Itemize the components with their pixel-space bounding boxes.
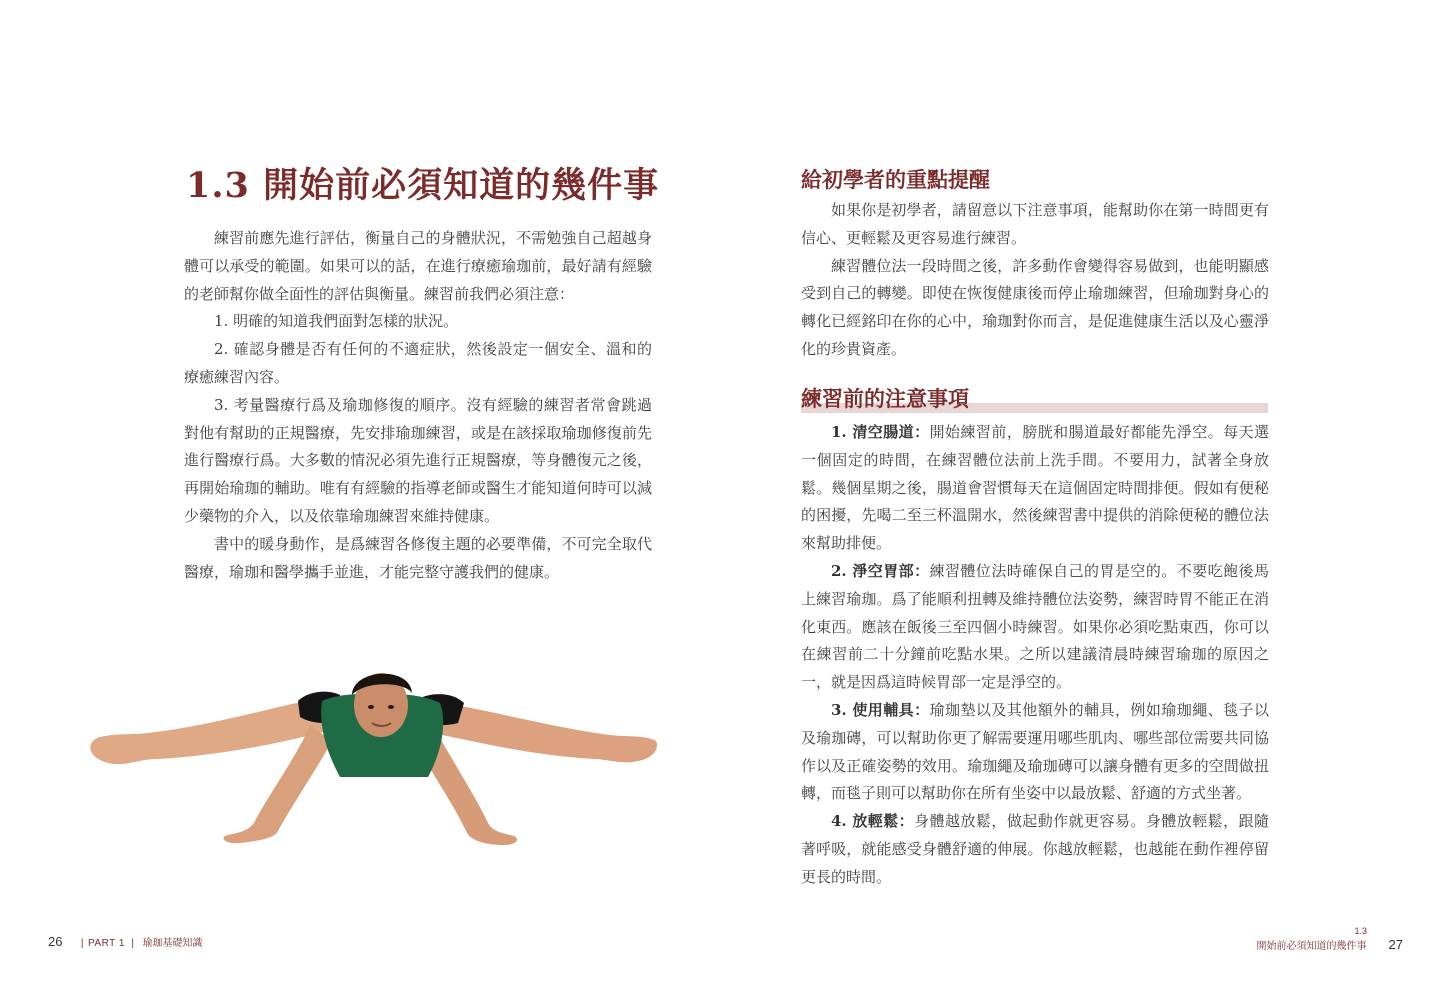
part-chapter-label: 瑜珈基礎知識 bbox=[142, 938, 203, 949]
left-body-text bbox=[184, 225, 652, 586]
item-label: 1. 清空腸道： bbox=[831, 423, 930, 441]
left-page bbox=[0, 0, 725, 1000]
item-text: 開始練習前，膀胱和腸道最好都能先淨空。每天選一個固定的時間，在練習體位法前上洗手間。不要用力，試著全身放鬆。幾個星期之後，腸道會習慣每天在這個固定時間排便。假如有便秘的困擾，先喝二至三杯溫開水，然後練習書中提供的消除便秘的體位法來幫助排便。 bbox=[801, 423, 1269, 553]
list-item: 2. 確認身體是否有任何的不適症狀，然後設定一個安全、溫和的療癒練習內容。 bbox=[184, 340, 652, 386]
list-item bbox=[801, 419, 1269, 558]
item-text: 瑜珈墊以及其他額外的輔具，例如瑜珈繩、毯子以及瑜珈磚，可以幫助你更了解需要運用哪些肌肉、哪些部位需要共同協作以及正確姿勢的效用。瑜珈繩及瑜珈磚可以讓身體有更多的空間做扭轉，而毯子則可以幫助你在所有坐姿中以最放鬆、舒適的方式坐著。 bbox=[801, 700, 1269, 803]
footer-row bbox=[1257, 937, 1403, 952]
yoga-man-illustration bbox=[78, 655, 663, 855]
list-item bbox=[801, 697, 1269, 808]
section-heading-precautions bbox=[801, 383, 1268, 413]
list-item bbox=[801, 808, 1269, 891]
right-footer bbox=[1257, 926, 1403, 952]
item-text: 身體越放鬆，做起動作就更容易。身體放輕鬆，跟隨著呼吸，就能感受身體舒適的伸展。你越放輕鬆，也越能在動作裡停留更長的時間。 bbox=[801, 812, 1269, 886]
part-label: PART 1 bbox=[87, 938, 125, 949]
item-label: 2. 淨空胃部： bbox=[831, 561, 930, 580]
precautions-list bbox=[801, 419, 1269, 892]
section-title-beginners: 給初學者的重點提醒 bbox=[801, 167, 990, 192]
page-number: 27 bbox=[1388, 937, 1403, 952]
list-item: 1. 明確的知道我們面對怎樣的狀況。 bbox=[214, 312, 459, 331]
section-running-title: 開始前必須知道的幾件事 bbox=[1256, 941, 1367, 952]
item-label: 3. 使用輔具： bbox=[831, 700, 930, 719]
divider: | bbox=[131, 938, 134, 949]
page-number: 26 bbox=[48, 934, 63, 949]
chapter-title: 1.3 開始前必須知道的幾件事 bbox=[186, 165, 660, 206]
paragraph: 如果你是初學者，請留意以下注意事項，能幫助你在第一時間更有信心、更輕鬆及更容易進行練習。 bbox=[801, 201, 1269, 247]
yoga-pose-photo bbox=[78, 655, 663, 855]
left-footer bbox=[48, 933, 202, 951]
beginners-body-text bbox=[801, 197, 1269, 364]
closing-paragraph: 書中的暖身動作，是爲練習各修復主題的必要準備，不可完全取代醫療，瑜珈和醫學攜手並進，才能完整守護我們的健康。 bbox=[184, 534, 652, 581]
section-number: 1.3 bbox=[1354, 926, 1367, 936]
item-text: 練習體位法時確保自己的胃是空的。不要吃飽後馬上練習瑜珈。爲了能順利扭轉及維持體位法姿勢，練習時胃不能正在消化東西。應該在飯後三至四個小時練習。如果你必須吃點東西，你可以在練習前二十分鐘前吃點水果。之所以建議清晨時練習瑜珈的原因之一，就是因爲這時候胃部一定是淨空的。 bbox=[801, 561, 1269, 692]
list-item bbox=[801, 558, 1269, 697]
intro-paragraph: 練習前應先進行評估，衡量自己的身體狀況，不需勉強自己超越身體可以承受的範圍。如果可以的話，在進行療癒瑜珈前，最好請有經驗的老師幫你做全面性的評估與衡量。練習前我們必須注意： bbox=[184, 229, 652, 303]
divider: | bbox=[80, 938, 84, 949]
section-title-precautions: 練習前的注意事項 bbox=[801, 386, 969, 411]
item-label: 4. 放輕鬆： bbox=[831, 812, 915, 831]
paragraph: 練習體位法一段時間之後，許多動作會變得容易做到，也能明顯感受到自己的轉變。即使在恢復健康後而停止瑜珈練習，但瑜珈對身心的轉化已經銘印在你的心中，瑜珈對你而言，是促進健康生活以及心靈淨化的珍貴資產。 bbox=[801, 256, 1269, 358]
list-item: 3. 考量醫療行爲及瑜珈修復的順序。沒有經驗的練習者常會跳過對他有幫助的正規醫療，先安排瑜珈練習，或是在該採取瑜珈修復前先進行醫療行爲。大多數的情況必須先進行正規醫療，等身體復元之後，再開始瑜珈的輔助。唯有有經驗的指導老師或醫生才能知道何時可以減少藥物的介入，以及依靠瑜珈練習來維持健康。 bbox=[184, 395, 652, 525]
